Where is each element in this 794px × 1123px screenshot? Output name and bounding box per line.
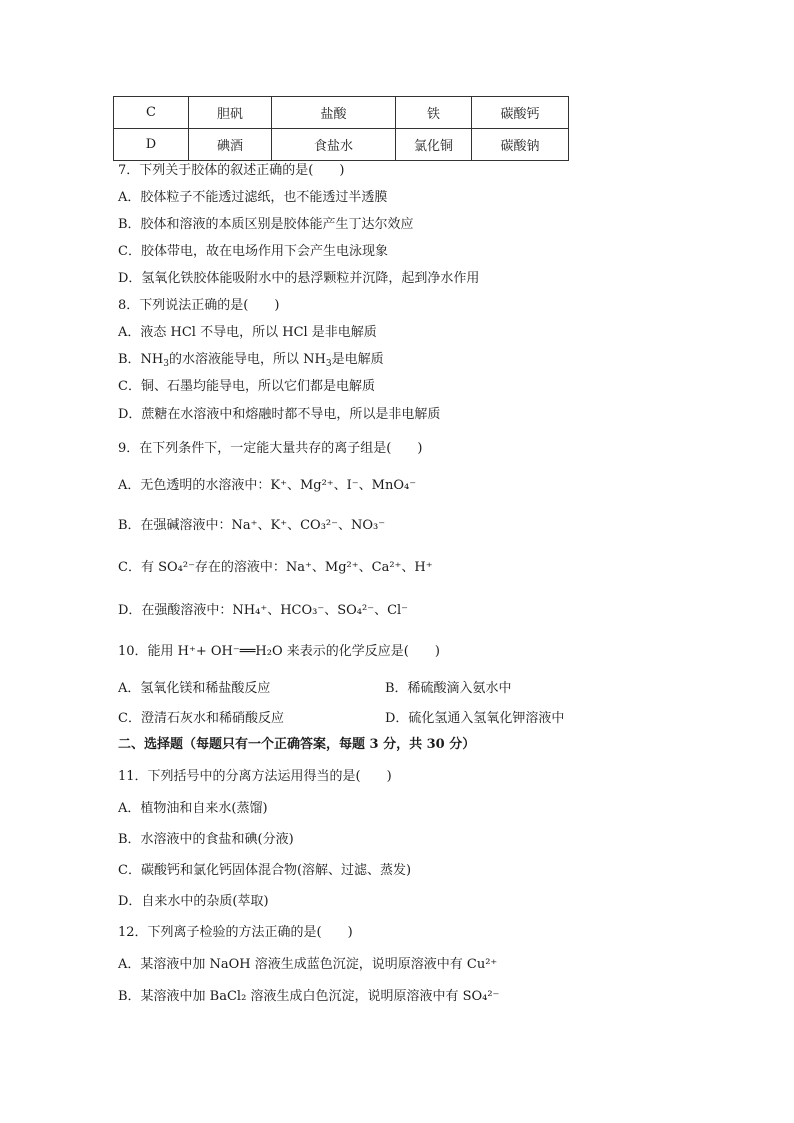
table-cell: 铁 (396, 97, 472, 129)
q8-option-a: A．液态 HCl 不导电，所以 HCl 是非电解质 (118, 325, 377, 340)
options-table (113, 96, 569, 161)
q8-option-b (118, 352, 384, 369)
q11-option-b: B．水溶液中的食盐和碘(分液) (118, 832, 294, 847)
q12-stem: 12．下列离子检验的方法正确的是( ) (118, 925, 353, 940)
section-heading: 二、选择题（每题只有一个正确答案，每题 3 分，共 30 分） (118, 737, 476, 752)
q8-stem: 8．下列说法正确的是( ) (118, 298, 280, 313)
q11-option-c: C．碳酸钙和氯化钙固体混合物(溶解、过滤、蒸发) (118, 863, 412, 878)
table-row (114, 129, 569, 161)
table-cell: 氯化铜 (396, 129, 472, 161)
q8-b-text: 是电解质 (331, 352, 384, 367)
table-cell: 碳酸钠 (472, 129, 569, 161)
q10-option-d: D．硫化氢通入氢氧化钾溶液中 (385, 711, 565, 726)
table-cell: 胆矾 (189, 97, 272, 129)
q7-stem: 7．下列关于胶体的叙述正确的是( ) (118, 163, 345, 178)
q10-option-a: A．氢氧化镁和稀盐酸反应 (118, 681, 271, 696)
q8-b-sub: 3 (325, 359, 332, 369)
q9-option-b: B．在强碱溶液中：Na⁺、K⁺、CO₃²⁻、NO₃⁻ (118, 518, 386, 533)
q9-option-d: D．在强酸溶液中：NH₄⁺、HCO₃⁻、SO₄²⁻、Cl⁻ (118, 603, 409, 618)
q12-option-b: B．某溶液中加 BaCl₂ 溶液生成白色沉淀，说明原溶液中有 SO₄²⁻ (118, 989, 500, 1004)
table-row (114, 97, 569, 129)
q7-option-d: D．氢氧化铁胶体能吸附水中的悬浮颗粒并沉降，起到净水作用 (118, 271, 480, 286)
table-cell: 盐酸 (272, 97, 396, 129)
table-cell: D (114, 129, 189, 161)
table-cell: 碘酒 (189, 129, 272, 161)
table-cell: 食盐水 (272, 129, 396, 161)
q7-option-c: C．胶体带电，故在电场作用下会产生电泳现象 (118, 244, 388, 259)
q8-b-text: B．NH (118, 352, 164, 367)
q8-option-d: D．蔗糖在水溶液中和熔融时都不导电，所以是非电解质 (118, 407, 441, 422)
q10-stem: 10．能用 H⁺+ OH⁻══H₂O 来表示的化学反应是( ) (118, 644, 440, 659)
q11-option-a: A．植物油和自来水(蒸馏) (118, 801, 268, 816)
q9-option-c: C．有 SO₄²⁻存在的溶液中：Na⁺、Mg²⁺、Ca²⁺、H⁺ (118, 560, 433, 575)
table-cell: C (114, 97, 189, 129)
table-cell: 碳酸钙 (472, 97, 569, 129)
q11-stem: 11．下列括号中的分离方法运用得当的是( ) (118, 769, 392, 784)
q8-b-text: 的水溶液能导电，所以 NH (169, 352, 326, 367)
q8-b-sub: 3 (163, 359, 169, 369)
q10-option-b: B．稀硫酸滴入氨水中 (385, 681, 512, 696)
q8-option-c: C．铜、石墨均能导电，所以它们都是电解质 (118, 379, 375, 394)
q9-stem: 9．在下列条件下，一定能大量共存的离子组是( ) (118, 441, 423, 456)
q7-option-b: B．胶体和溶液的本质区别是胶体能产生丁达尔效应 (118, 217, 414, 232)
q10-option-c: C．澄清石灰水和稀硝酸反应 (118, 711, 284, 726)
q11-option-d: D．自来水中的杂质(萃取) (118, 894, 269, 909)
q9-option-a: A．无色透明的水溶液中：K⁺、Mg²⁺、I⁻、MnO₄⁻ (118, 478, 417, 493)
q12-option-a: A．某溶液中加 NaOH 溶液生成蓝色沉淀，说明原溶液中有 Cu²⁺ (118, 957, 498, 972)
q7-option-a: A．胶体粒子不能透过滤纸，也不能透过半透膜 (118, 190, 388, 205)
